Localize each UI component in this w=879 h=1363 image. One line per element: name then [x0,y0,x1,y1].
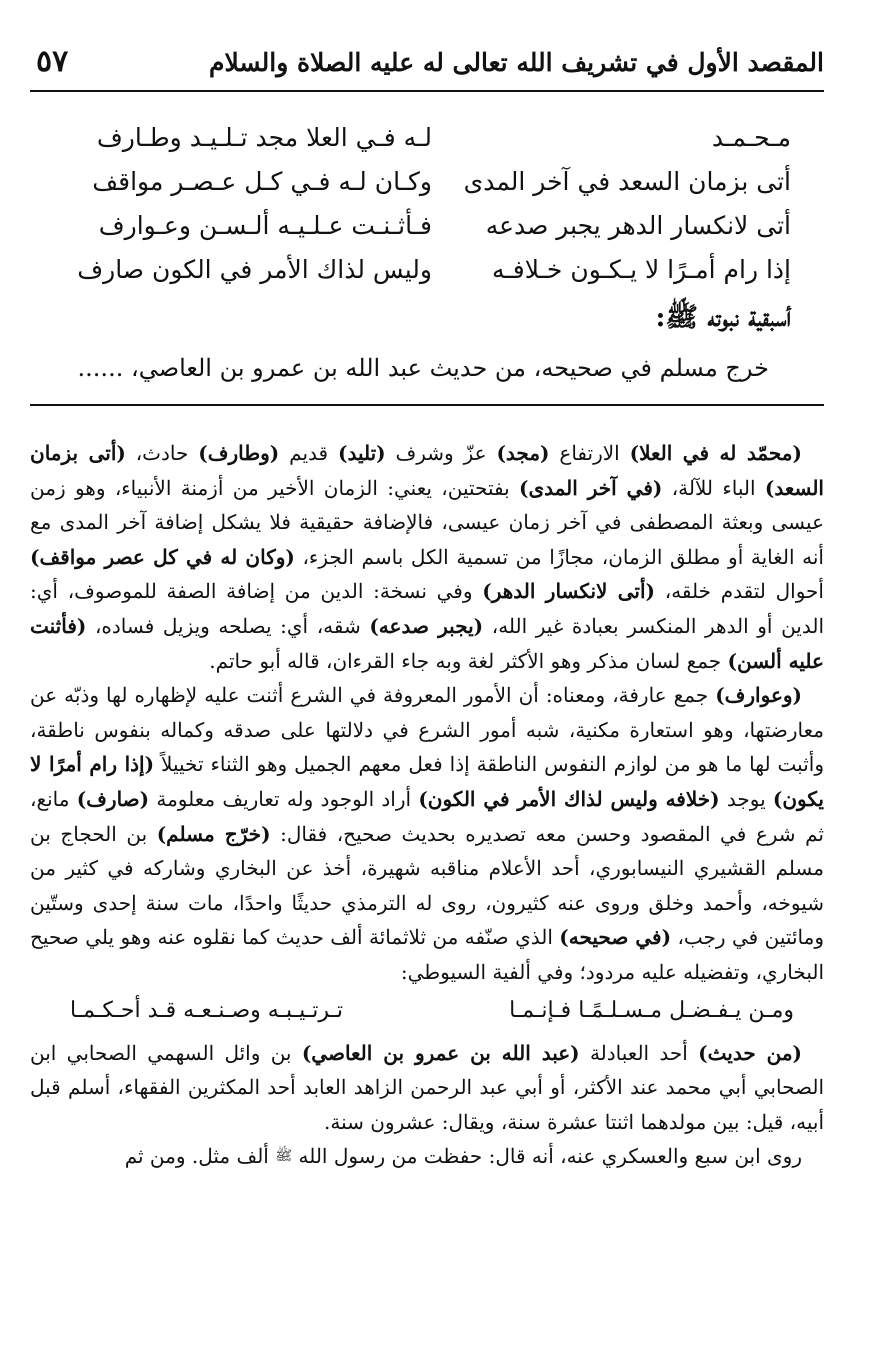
header-title: المقصد الأول في تشريف الله تعالى له عليه الصلاة والسلام [208,48,824,77]
quoted-phrase: (وطارف) [198,441,280,465]
quoted-phrase: (إذا رام أمرًا لا يكون) [30,752,824,811]
poem-verse-2 [60,167,791,211]
commentary-text: الذي صنّفه من ثلاثمائة ألف حديث كما نقلوه عنه وهو يلي صحيح البخاري، وتفضيله عليه مردود؛ وفي ألفية السيوطي: [30,925,824,984]
poem-verse-1 [60,123,791,167]
header-rule [30,90,824,92]
commentary-text: حادث، [125,441,199,465]
commentary-text: الارتفاع [549,441,630,465]
commentary-text: جمع لسان مذكر وهو الأكثر لغة وبه جاء القرءان، قاله أبو حاتم. [209,648,728,673]
verse-first-hemistich: مـحـمـد [711,123,791,152]
verse-first-hemistich: إذا رام أمـرًا لا يـكـون خـلافـه [492,255,791,284]
salutation-glyph: ﷺ [275,1148,293,1165]
alfiya-verse [30,992,824,1032]
commentary-text: أحوال لتقدم خلقه، [655,579,824,604]
quoted-phrase: (محمّد له في العلا) [629,441,802,465]
section-separator [30,404,824,406]
quoted-phrase: (مجد) [496,441,550,465]
running-header [30,40,824,90]
matn-line: خرج مسلم في صحيحه، من حديث عبد الله بن عمرو بن العاصي، ...... [77,354,769,382]
verse-first-hemistich: أتى بزمان السعد في آخر المدى [463,167,791,196]
quoted-phrase: (في صحيحه) [559,925,672,950]
commentary-paragraph [30,678,824,989]
quoted-phrase: (عبد الله بن عمرو بن العاصي) [301,1040,580,1065]
verse-second-hemistich: وليس لذاك الأمر في الكون صارف [77,255,432,284]
commentary-text: الباء للآلة، [662,475,765,500]
commentary-text: يوجد [719,786,773,811]
commentary-text: مانع، ثم شرع في المقصود وحسن معه تصديره بحديث صحيح، فقال: [30,786,824,846]
commentary-text: وفي نسخة: الدين من إضافة الصفة للموصوف، أي: الدين أو الدهر المنكسر بعبادة غير الله، [30,579,825,638]
commentary-text: أراد الوجود وله تعاريف معلومة [149,786,419,811]
section-heading: أسبقية نبوته ﷺ: [655,302,791,333]
commentary-paragraph [30,436,824,678]
quoted-phrase: (صارف) [76,786,150,811]
verse-first-hemistich: أتى لانكسار الدهر يجبر صدعه [485,211,791,240]
commentary-text: عزّ وشرف [385,441,497,465]
commentary-text: شقه، أي: يصلحه ويزيل فساده، [86,613,370,638]
commentary-text: جمع عارفة، ومعناه: أن الأمور المعروفة في الشرع أثنت عليه لإظهاره لها وذبّه عن معارضتها، وهو استعارة مكنية، شبه أمور الشرع في دلالتها على صدقه وكماله بنفوس ناطقة، وأثبت لها ما هو من لوازم النفوس الناطقة إذا فعل معهم الجميل وهو الثناء تخييلاً [30,683,825,777]
quoted-phrase: (يجبر صدعه) [369,613,484,638]
verse-second-hemistich: تـرتـيـبـه وصـنـعـه قـد أحـكـمـا [70,997,344,1023]
quoted-phrase: (وعوارف) [715,683,802,708]
poem-verse-4 [60,255,791,299]
commentary-text: أحد العبادلة [579,1040,699,1065]
commentary-text: بن الحجاج بن مسلم القشيري النيسابوري، أحد الأعلام مناقبه شهيرة، أخذ عن البخاري وشاركه في كثير من شيوخه، وأحمد وخلق وروى عنه كثيرون، روى له الترمذي حديثًا واحدًا، مات سنة إحدى وستّين ومائتين في رجب، [30,821,824,950]
commentary-paragraph [30,1139,824,1174]
quoted-phrase: (تليد) [337,441,386,465]
commentary-text: روى ابن سبع والعسكري عنه، أنه قال: حفظت من رسول الله [292,1144,802,1169]
commentary-text: بفتحتين، يعني: الزمان الأخير من أزمنة الأنبياء، وهو زمن عيسى وبعثة المصطفى في آخر زمان عيسى، فالإضافة حقيقية فلا يشكل إضافة آخر المدى مع أنه الغاية أو مطلق الزمان، مجازًا من تسمية الكل باسم الجزء، [30,475,824,569]
commentary-text: بن وائل السهمي الصحابي ابن الصحابي أبي محمد عند الأكثر، أو أبي عبد الرحمن الزاهد العابد أحد المكثرين الفقهاء، أسلم قبل أبيه، قيل: بين مولدهما اثنتا عشرة سنة، ويقال: عشرون سنة. [30,1040,824,1134]
quoted-phrase: (فأثنت عليه ألسن) [30,613,824,673]
page-number: ٥٧ [36,44,69,79]
poem-verse-3 [60,211,791,255]
commentary-text: ألف مثل. ومن ثم [124,1144,276,1169]
quoted-phrase: (من حديث) [698,1040,803,1065]
commentary-text: قديم [279,441,338,465]
verse-second-hemistich: وكـان لـه فـي كـل عـصـر مواقف [92,167,432,196]
commentary-paragraph [30,1036,824,1140]
verse-first-hemistich: ومـن يـفـضـل مـسـلـمًـا فـإنـمـا [509,997,794,1023]
commentary [30,436,824,1174]
verse-second-hemistich: فـأثـنـت عـلـيـه ألـسـن وعـوارف [98,211,432,240]
verse-second-hemistich: لـه فـي العلا مجد تـلـيـد وطـارف [96,123,432,152]
quoted-phrase: (وكان له في كل عصر مواقف) [30,544,295,569]
quoted-phrase: (خلافه وليس لذاك الأمر في الكون) [418,786,720,811]
quoted-phrase: (أتى لانكسار الدهر) [482,579,656,604]
quoted-phrase: (خرّج مسلم) [156,821,271,846]
quoted-phrase: (أتى بزمان السعد) [30,441,824,500]
quoted-phrase: (في آخر المدى) [519,475,663,500]
